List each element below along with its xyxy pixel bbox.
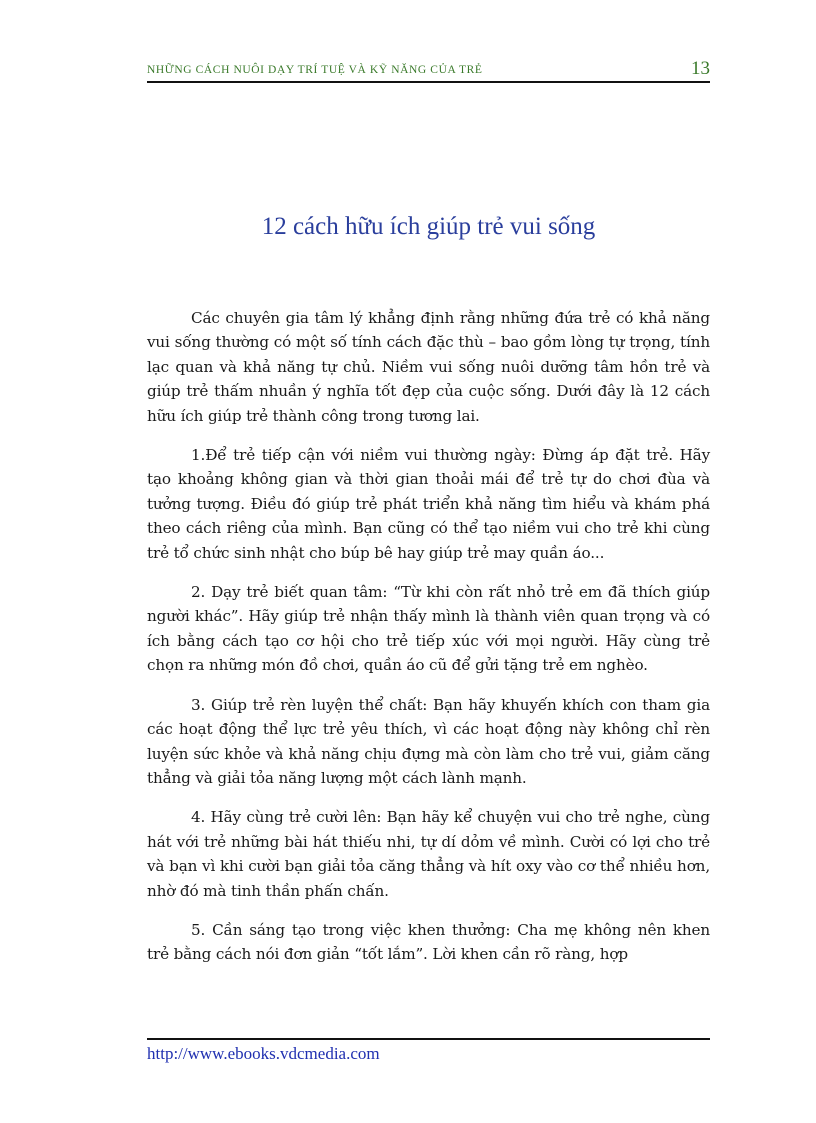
running-header-title: NHỮNG CÁCH NUÔI DẠY TRÍ TUỆ VÀ KỸ NĂNG CỦA TRẺ	[147, 64, 483, 76]
footer-divider	[147, 1038, 710, 1040]
paragraph-tip-2: 2. Dạy trẻ biết quan tâm: “Từ khi còn rất nhỏ trẻ em đã thích giúp người khác”. Hãy giúp trẻ nhận thấy mình là thành viên quan trọng và có ích bằng cách tạo cơ hội cho trẻ tiếp xúc với mọi người. Hãy cùng trẻ chọn ra những món đồ chơi, quần áo cũ để gửi tặng trẻ em nghèo.	[147, 583, 710, 675]
paragraph-tip-1: 1.Để trẻ tiếp cận với niềm vui thường ngày: Đừng áp đặt trẻ. Hãy tạo khoảng không gian và thời gian thoải mái để trẻ tự do chơi đùa và tưởng tượng. Điều đó giúp trẻ phát triển khả năng tìm hiểu và khám phá theo cách riêng của mình. Bạn cũng có thể tạo niềm vui cho trẻ khi cùng trẻ tổ chức sinh nhật cho búp bê hay giúp trẻ may quần áo...	[147, 446, 710, 562]
paragraph-tip-4: 4. Hãy cùng trẻ cười lên: Bạn hãy kể chuyện vui cho trẻ nghe, cùng hát với trẻ những bài hát thiếu nhi, tự dí dỏm về mình. Cười có lợi cho trẻ và bạn vì khi cười bạn giải tỏa căng thẳng và hít oxy vào cơ thể nhiều hơn, nhờ đó mà tinh thần phấn chấn.	[147, 808, 710, 900]
paragraph-intro: Các chuyên gia tâm lý khẳng định rằng những đứa trẻ có khả năng vui sống thường có một số tính cách đặc thù – bao gồm lòng tự trọng, tính lạc quan và khả năng tự chủ. Niềm vui sống nuôi dưỡng tâm hồn trẻ và giúp trẻ thấm nhuần ý nghĩa tốt đẹp của cuộc sống. Dưới đây là 12 cách hữu ích giúp trẻ thành công trong tương lai.	[147, 309, 710, 425]
chapter-title: 12 cách hữu ích giúp trẻ vui sống	[261, 213, 596, 240]
paragraph-tip-5: 5. Cần sáng tạo trong việc khen thưởng: Cha mẹ không nên khen trẻ bằng cách nói đơn giản “tốt lắm”. Lời khen cần rõ ràng, hợp	[147, 920, 710, 964]
page-number: 13	[691, 58, 710, 79]
footer-url-link[interactable]: http://www.ebooks.vdcmedia.com	[147, 1044, 380, 1063]
body-text	[147, 306, 710, 982]
running-header	[147, 58, 710, 82]
paragraph-tip-3: 3. Giúp trẻ rèn luyện thể chất: Bạn hãy khuyến khích con tham gia các hoạt động thể lực trẻ yêu thích, vì các hoạt động này không chỉ rèn luyện sức khỏe và khả năng chịu đựng mà còn làm cho trẻ vui, giảm căng thẳng và giải tỏa năng lượng một cách lành mạnh.	[147, 695, 710, 787]
header-divider	[147, 81, 710, 83]
